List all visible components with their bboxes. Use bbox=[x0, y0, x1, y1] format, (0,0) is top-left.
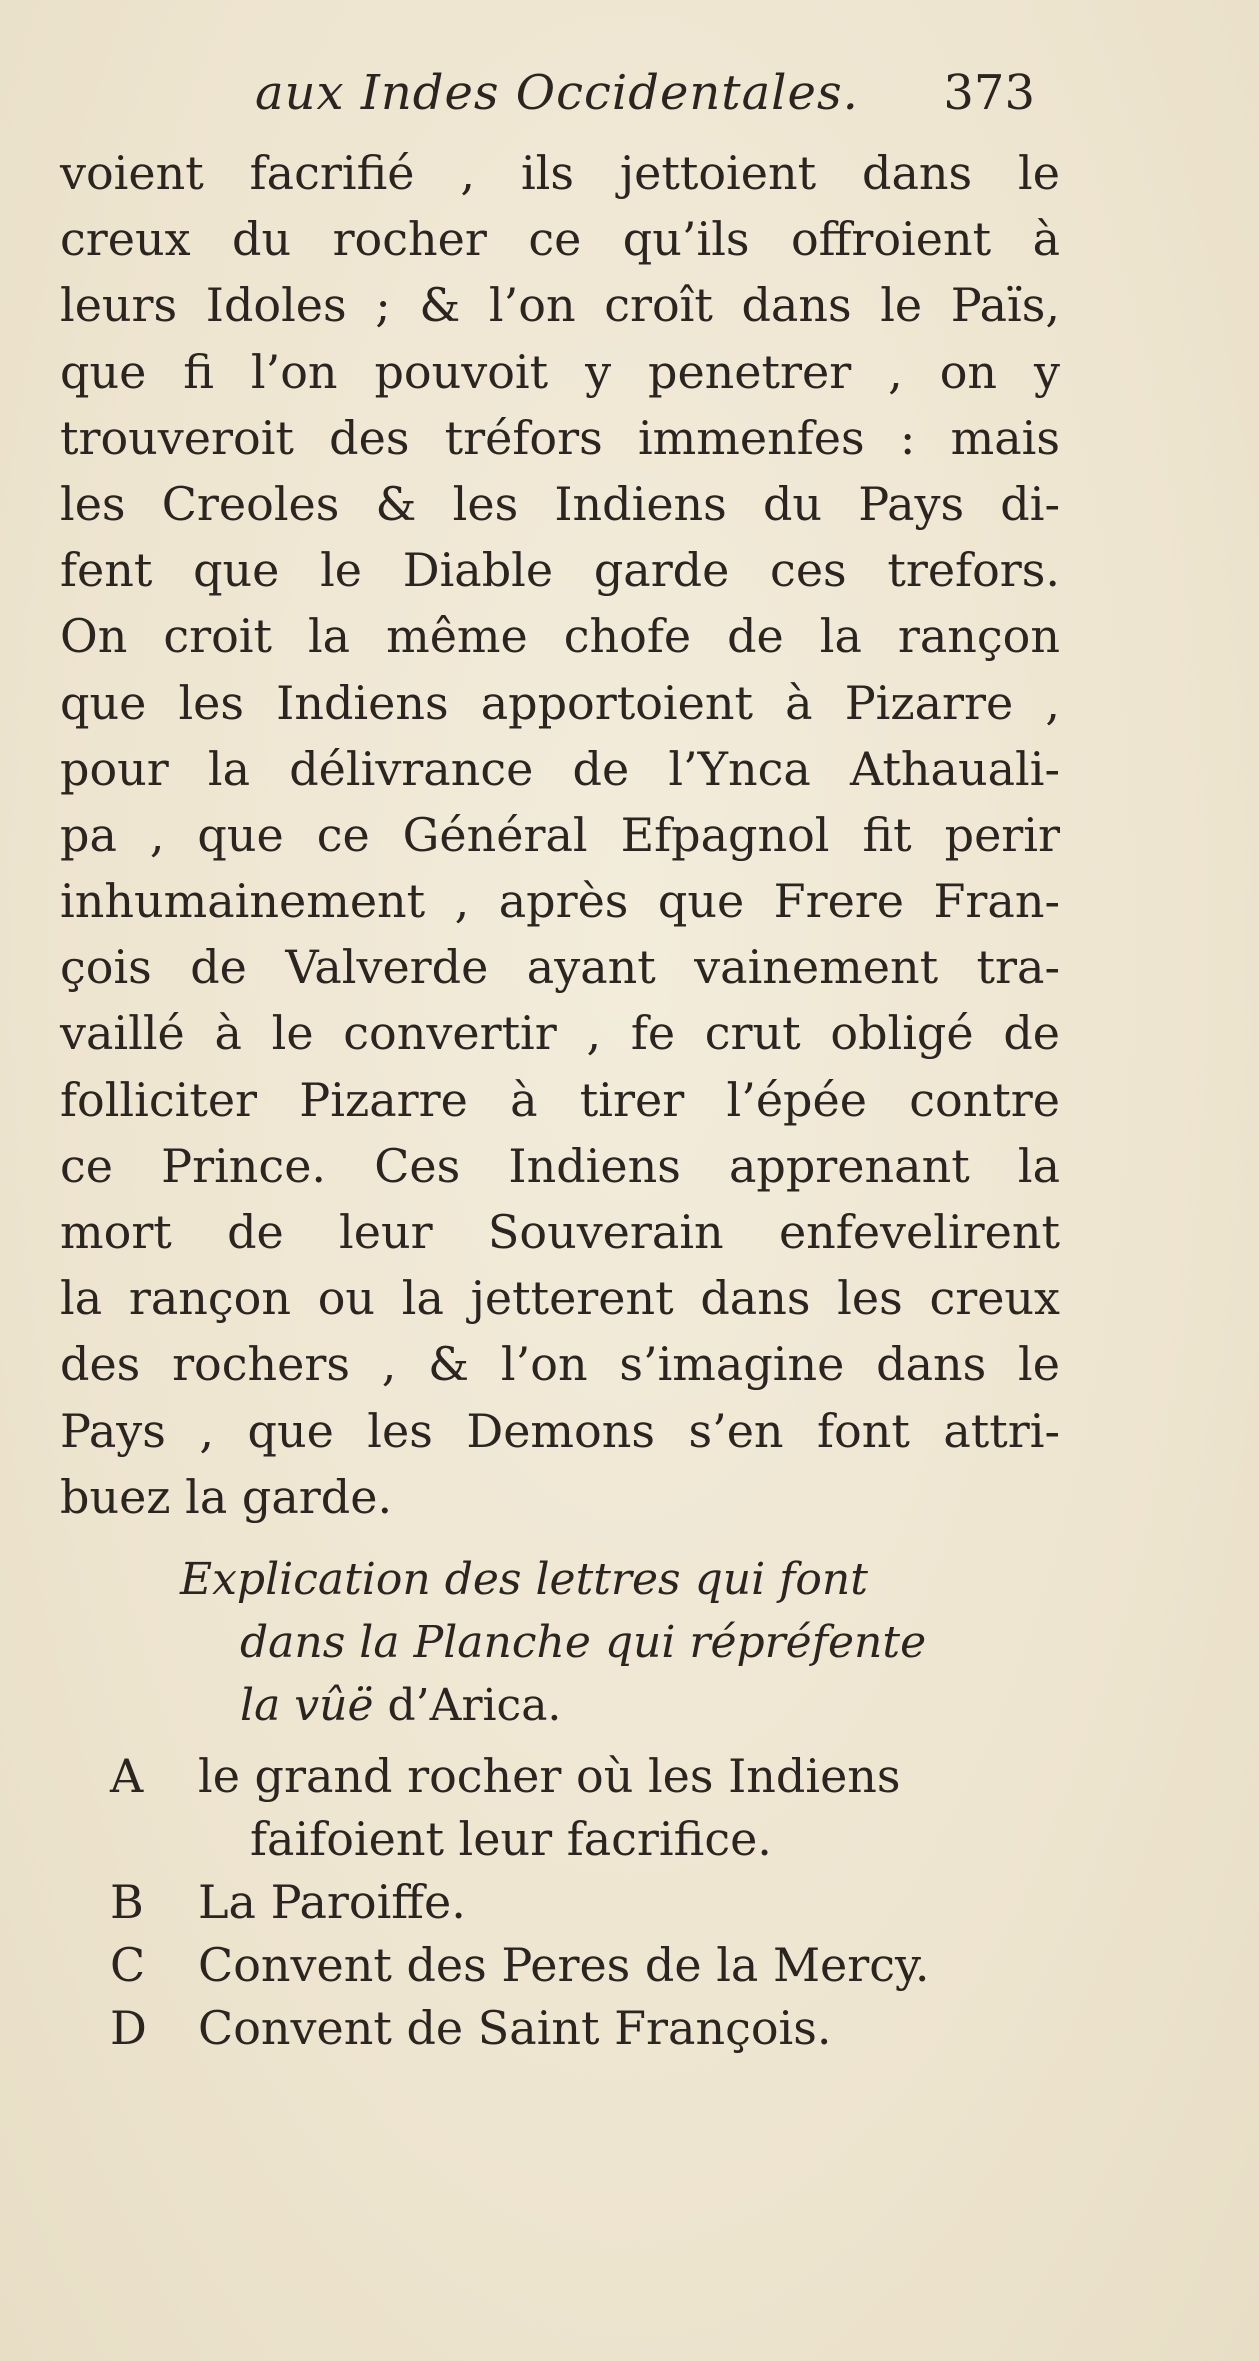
legend-item-c bbox=[110, 1934, 1070, 1997]
text-line: que les Indiens apportoient à Pizarre , bbox=[60, 675, 1060, 730]
body-paragraph bbox=[60, 140, 1060, 1530]
text-line: leurs Idoles ; & l’on croît dans le Païs, bbox=[60, 278, 1060, 333]
text-line: On croit la même chofe de la rançon bbox=[60, 609, 1060, 664]
text-line: ce Prince. Ces Indiens apprenant la bbox=[60, 1138, 1060, 1193]
legend-letter: D bbox=[110, 2001, 147, 2055]
legend-text: le grand rocher où les Indiens bbox=[198, 1749, 901, 1803]
legend-item-d bbox=[110, 1997, 1070, 2060]
legend-text-continuation: faifoient leur facrifice. bbox=[250, 1812, 772, 1866]
plate-legend bbox=[110, 1745, 1070, 2060]
text-line: pour la délivrance de l’Ynca Athauali- bbox=[60, 741, 1060, 796]
legend-text: La Paroiffe. bbox=[198, 1875, 466, 1929]
text-line: la rançon ou la jetterent dans les creux bbox=[60, 1271, 1060, 1326]
text-line: les Creoles & les Indiens du Pays di- bbox=[60, 476, 1060, 531]
plate-explication-heading bbox=[180, 1548, 1060, 1737]
page-number: 373 bbox=[943, 65, 1035, 121]
text-line: mort de leur Souverain enfevelirent bbox=[60, 1205, 1060, 1259]
text-line: que fi l’on pouvoit y penetrer , on y bbox=[60, 344, 1060, 399]
text-line: fent que le Diable garde ces trefors. bbox=[60, 543, 1060, 598]
text-line: creux du rocher ce qu’ils offroient à bbox=[60, 212, 1060, 267]
text-line: trouveroit des tréfors immenfes : mais bbox=[60, 410, 1060, 465]
legend-item-b bbox=[110, 1871, 1070, 1934]
page-header bbox=[255, 58, 1035, 128]
legend-text: Convent des Peres de la Mercy. bbox=[198, 1938, 930, 1992]
explication-roman: d’Arica. bbox=[373, 1680, 562, 1731]
text-line: Pays , que les Demons s’en font attri- bbox=[60, 1403, 1060, 1458]
running-title: aux Indes Occidentales. bbox=[255, 65, 859, 121]
explication-line: dans la Planche qui répréfente bbox=[240, 1617, 927, 1668]
text-line: voient facrifié , ils jettoient dans le bbox=[60, 146, 1060, 200]
legend-text: Convent de Saint François. bbox=[198, 2001, 832, 2055]
legend-letter: A bbox=[110, 1749, 144, 1803]
legend-letter: B bbox=[110, 1875, 144, 1929]
explication-italic: la vûë bbox=[240, 1680, 374, 1731]
text-line: buez la garde. bbox=[60, 1469, 393, 1524]
text-line: folliciter Pizarre à tirer l’épée contre bbox=[60, 1072, 1060, 1127]
explication-line: Explication des lettres qui font bbox=[180, 1554, 868, 1605]
text-line: pa , que ce Général Efpagnol fit perir bbox=[60, 807, 1060, 862]
text-line: des rochers , & l’on s’imagine dans le bbox=[60, 1337, 1060, 1392]
legend-letter: C bbox=[110, 1938, 146, 1992]
text-line: vaillé à le convertir , fe crut obligé de bbox=[60, 1006, 1060, 1061]
legend-item-a bbox=[110, 1745, 1070, 1808]
text-line: inhumainement , après que Frere Fran- bbox=[60, 874, 1060, 929]
explication-line bbox=[180, 1674, 1060, 1737]
text-line: çois de Valverde ayant vainement tra- bbox=[60, 940, 1060, 995]
